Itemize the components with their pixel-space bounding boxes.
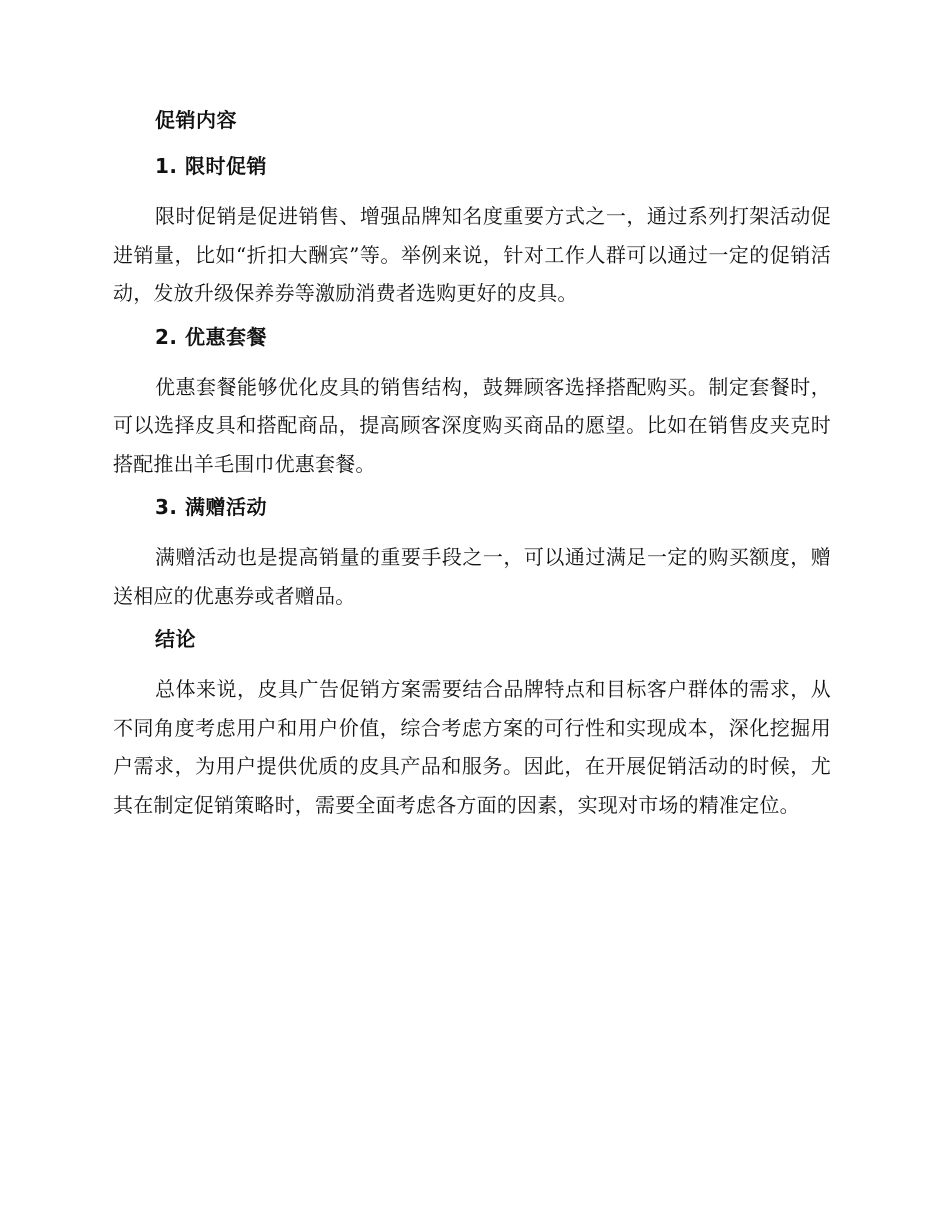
section-conclusion <box>113 624 831 824</box>
paragraph: 满赠活动也是提高销量的重要手段之一，可以通过满足一定的购买额度，赠送相应的优惠券或者赠品。 <box>113 545 831 608</box>
paragraph: 总体来说，皮具广告促销方案需要结合品牌特点和目标客户群体的需求，从不同角度考虑用户和用户价值，综合考虑方案的可行性和实现成本，深化挖掘用户需求，为用户提供优质的皮具产品和服务。因此，在开展促销活动的时候，尤其在制定促销策略时，需要全面考虑各方面的因素，实现对市场的精准定位。 <box>113 677 831 817</box>
section-limited-time-promotion <box>113 151 831 313</box>
section-heading: 2. 优惠套餐 <box>155 324 267 349</box>
section-heading: 3. 满赠活动 <box>155 495 267 519</box>
paragraph: 优惠套餐能够优化皮具的销售结构，鼓舞顾客选择搭配购买。制定套餐时，可以选择皮具和搭配商品，提高顾客深度购买商品的愿望。比如在销售皮夹克时搭配推出羊毛围巾优惠套餐。 <box>113 374 831 476</box>
section-promotion-content <box>113 105 831 135</box>
section-heading: 1. 限时促销 <box>155 154 267 178</box>
section-heading: 促销内容 <box>155 108 237 132</box>
paragraph: 限时促销是促进销售、增强品牌知名度重要方式之一，通过系列打架活动促进销量，比如“折扣大酬宾”等。举例来说，针对工作人群可以通过一定的促销活动，发放升级保养券等激励消费者选购更好的皮具。 <box>113 204 831 305</box>
section-gift-with-purchase <box>113 492 831 615</box>
section-discount-package <box>113 322 831 484</box>
document-page <box>113 105 831 833</box>
section-heading: 结论 <box>155 627 196 651</box>
